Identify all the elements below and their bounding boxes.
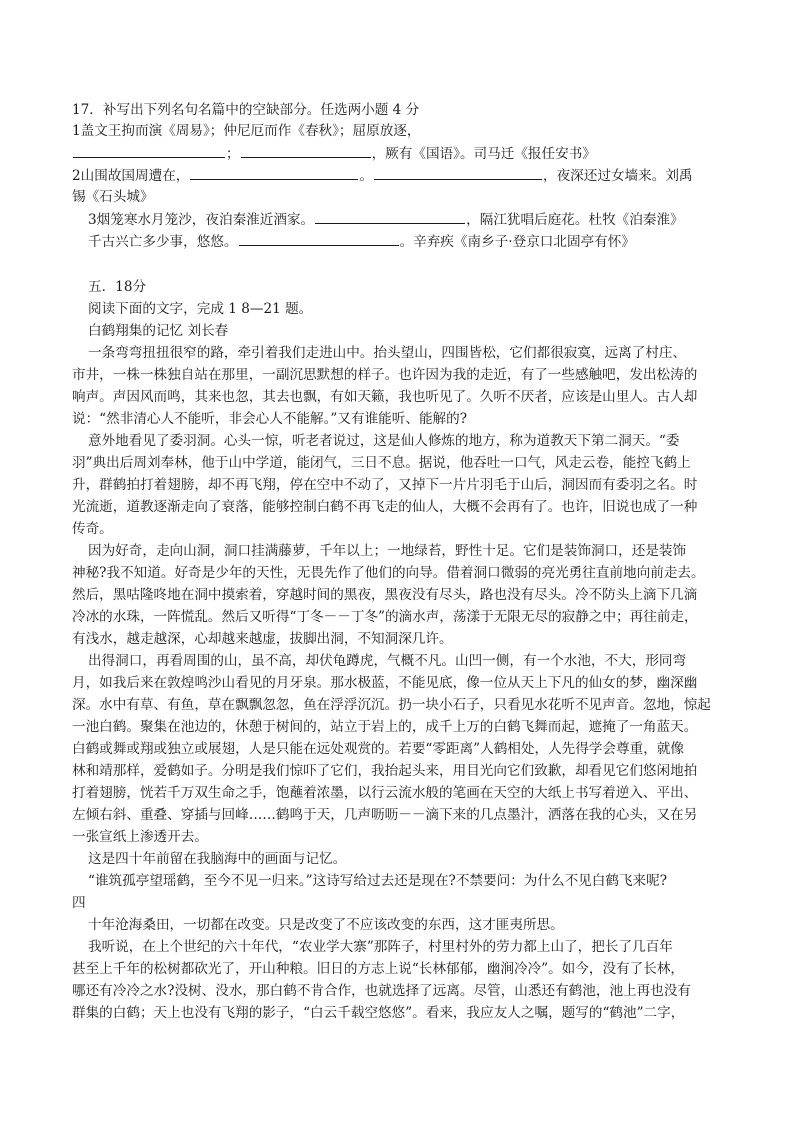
paragraph-line: 林和靖那样，爱鹤如子。分明是我们惊吓了它们，我抬起头来，用目光向它们致歉，却看见它们悠闲地拍 <box>72 763 698 779</box>
separator: ； <box>226 146 240 162</box>
paragraph-line: “谁筑孤亭望瑶鹤，至今不见一归来。”这诗写给过去还是现在?不禁要问：为什么不见白鹤飞来呢? <box>88 873 668 889</box>
paragraph-line: 一条弯弯扭扭很窄的路，牵引着我们走进山中。抬头望山，四围皆松，它们都很寂寞，远离了村庄、 <box>88 345 687 361</box>
paragraph-line: 因为好奇，走向山洞，洞口挂满藤萝，千年以上；一地绿苔，野性十足。它们是装饰洞口，还是装饰 <box>88 543 687 559</box>
paragraph-line: 左倾右斜、重叠、穿插与回峰……鹤鸣于天，几声呖呖－－滴下来的几点墨汁，洒落在我的心头，又在另 <box>72 807 698 823</box>
q17-item4 <box>88 230 732 252</box>
paragraph-line: 十年沧海桑田，一切都在改变。只是改变了不应该改变的东西，这才匪夷所思。 <box>88 917 564 933</box>
q17-item2-line1 <box>72 164 732 186</box>
paragraph-line: 深。水中有草、有鱼，草在飘飘忽忽，鱼在浮浮沉沉。扔一块小石子，只看见水花听不见声音。忽地，惊起 <box>72 697 711 713</box>
paragraph-line: 意外地看见了委羽洞。心头一惊，听老者说过，这是仙人修炼的地方，称为道教天下第二洞天。“委 <box>88 433 680 449</box>
article-title: 白鹤翔集的记忆 刘长春 <box>88 323 229 339</box>
paragraph-line: 响声。声因风而鸣，其来也忽，其去也飘，有如天籁，我也听见了。久听不厌者，应该是山里人。古人却 <box>72 389 698 405</box>
q17-item3-lead: 3烟笼寒水月笼沙，夜泊秦淮近酒家。 <box>88 212 315 228</box>
paragraph-line: 一池白鹤。聚集在池边的，休憩于树间的，站立于岩上的，成千上万的白鹤飞舞而起，遮掩了一角蓝天。 <box>72 719 698 735</box>
separator: 。 <box>359 168 373 184</box>
q17-item4-tail: 。辛弃疾《南乡子·登京口北固亭有怀》 <box>399 234 635 250</box>
q17-item1-source: ，厥有《国语》。司马迁《报任安书》 <box>371 146 596 162</box>
paragraph-line: 说：“然非清心人不能听，非会心人不能解。”又有谁能听、能解的? <box>72 411 468 427</box>
paragraph-line: 光流逝，道教逐渐走向了衰落，能够控制白鹤不再飞走的仙人，大概不会再有了。也许，旧说也成了一种 <box>72 499 698 515</box>
answer-blank[interactable] <box>73 142 225 158</box>
paragraph-line: 白鹤或舞或翔或独立或展翅，人是只能在远处观赏的。若要“零距离”人鹤相处，人先得学会尊重，就像 <box>72 741 685 757</box>
answer-blank[interactable] <box>239 230 399 246</box>
section-instruction: 阅读下面的文字，完成 1 8—21 题。 <box>88 301 313 317</box>
paragraph-line: 月，如我后来在敦煌鸣沙山看见的月牙泉。那水极蓝，不能见底，像一位从天上下凡的仙女的梦，幽深幽 <box>72 675 698 691</box>
paragraph-line: 然后，黑咕隆咚地在洞中摸索着，穿越时间的黑夜，黑夜没有尽头，路也没有尽头。冷不防头上滴下几滴 <box>72 587 698 603</box>
paragraph-line: 市井，一株一株独自站在那里，一副沉思默想的样子。也许因为我的走近，有了一些感触吧，发出松涛的 <box>72 367 698 383</box>
paragraph-line: 羽”典出后周刘奉林，他于山中学道，能闭气，三日不息。据说，他吞吐一口气，风走云卷，能控飞鹤上 <box>72 455 691 471</box>
paragraph-line: 群集的白鹤；天上也没有飞翔的影子，“白云千载空悠悠”。看来，我应友人之嘱，题写的“鹤池”二字， <box>72 1005 685 1021</box>
paragraph-line: 打着翅膀，恍若千万双生命之手，饱蘸着浓墨，以行云流水般的笔画在天空的大纸上书写着逆入、平出、 <box>72 785 698 801</box>
paragraph-line: 甚至上千年的松树都砍光了，开山种粮。旧日的方志上说“长林郁郁，幽涧冷冷”。如今，没有了长林， <box>72 961 685 977</box>
q17-item2-line2: 锡《石头城》 <box>72 189 154 205</box>
q17-item3-tail: ，隔江犹唱后庭花。杜牧《泊秦淮》 <box>466 212 684 228</box>
q17-item4-lead: 千古兴亡多少事，悠悠。 <box>88 234 238 250</box>
q17-item2-tail: ，夜深还过女墙来。刘禹 <box>543 168 693 184</box>
section-header: 五．18分 <box>88 279 147 295</box>
paragraph-line: 一张宣纸上渗透开去。 <box>72 829 208 845</box>
paragraph-line: 有浅水，越走越深，心却越来越虚，拔脚出洞，不知洞深几许。 <box>72 631 453 647</box>
paragraph-line: 我听说，在上个世纪的六十年代，“农业学大寨”那阵子，村里村外的劳力都上山了，把长了几百年 <box>88 939 673 955</box>
q17-item1-line2 <box>72 142 732 164</box>
q17-item2-lead: 2山围故国周遭在， <box>72 168 190 184</box>
paragraph-line: 升，群鹤拍打着翅膀，却不再飞翔，停在空中不动了，又掉下一片片羽毛于山后，洞因而有委羽之名。时 <box>72 477 698 493</box>
paragraph-line: 哪还有冷冷之水?没树、没水，那白鹤不肯合作，也就选择了远离。尽管，山悉还有鹤池，池上再也没有 <box>72 983 692 999</box>
paragraph-line: 冷冰的水珠，一阵慌乱。然后又听得“丁冬－－丁冬”的滴水声，荡漾于无限无尽的寂静之中；再往前走， <box>72 609 698 625</box>
paragraph-line: 神秘?我不知道。好奇是少年的天性，无畏先作了他们的向导。借着洞口微弱的亮光勇往直前地向前走去。 <box>72 565 705 581</box>
paragraph-line: 四 <box>72 895 86 911</box>
q17-item1-line1: 1盖文王拘而演《周易》；仲尼厄而作《春秋》；屈原放逐， <box>72 123 421 139</box>
answer-blank[interactable] <box>241 142 371 158</box>
paragraph-line: 这是四十年前留在我脑海中的画面与记忆。 <box>88 851 347 867</box>
paragraph-line: 出得洞口，再看周围的山，虽不高，却伏龟蹲虎，气概不凡。山凹一侧，有一个水池，不大，形同弯 <box>88 653 687 669</box>
answer-blank[interactable] <box>190 164 358 180</box>
answer-blank[interactable] <box>315 208 465 224</box>
answer-blank[interactable] <box>374 164 542 180</box>
paragraph-line: 传奇。 <box>72 521 113 537</box>
q17-title: 17．补写出下列名句名篇中的空缺部分。任选两小题 4 分 <box>72 102 420 118</box>
q17-item3 <box>88 208 732 230</box>
